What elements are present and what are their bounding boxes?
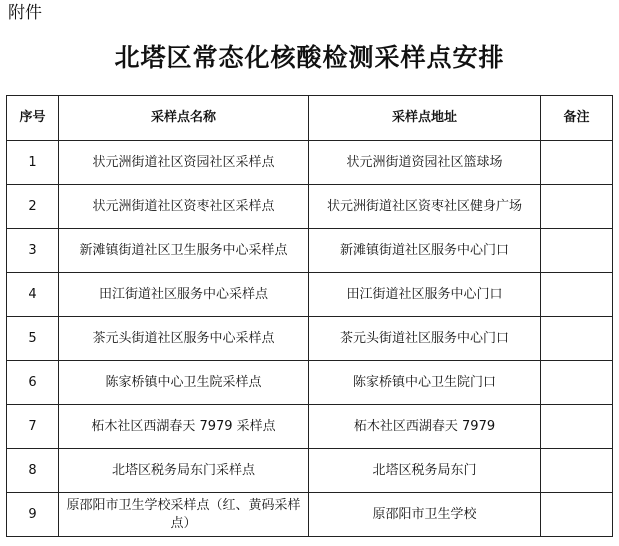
cell-serial-number: 3: [7, 229, 59, 273]
header-site-name: 采样点名称: [59, 96, 309, 141]
cell-site-name: 状元洲街道社区资园社区采样点: [59, 141, 309, 185]
cell-serial-number: 1: [7, 141, 59, 185]
cell-site-address: 茶元头街道社区服务中心门口: [309, 317, 541, 361]
cell-site-name: 茶元头街道社区服务中心采样点: [59, 317, 309, 361]
cell-site-name: 田江街道社区服务中心采样点: [59, 273, 309, 317]
cell-remarks: [541, 273, 613, 317]
table-header-row: [7, 96, 613, 141]
cell-site-address: 原邵阳市卫生学校: [309, 493, 541, 537]
cell-site-name: 陈家桥镇中心卫生院采样点: [59, 361, 309, 405]
cell-site-address: 北塔区税务局东门: [309, 449, 541, 493]
cell-serial-number: 4: [7, 273, 59, 317]
cell-serial-number: 5: [7, 317, 59, 361]
cell-site-name: 原邵阳市卫生学校采样点（红、黄码采样点）: [59, 493, 309, 537]
cell-site-name: 状元洲街道社区资枣社区采样点: [59, 185, 309, 229]
cell-remarks: [541, 361, 613, 405]
document-title: 北塔区常态化核酸检测采样点安排: [114, 43, 505, 72]
cell-serial-number: 6: [7, 361, 59, 405]
cell-site-name: 北塔区税务局东门采样点: [59, 449, 309, 493]
sampling-site-table: [6, 95, 613, 537]
table-row: [7, 141, 613, 185]
cell-remarks: [541, 317, 613, 361]
cell-remarks: [541, 229, 613, 273]
header-remarks: 备注: [541, 96, 613, 141]
cell-serial-number: 9: [7, 493, 59, 537]
cell-site-address: 状元洲街道社区资枣社区健身广场: [309, 185, 541, 229]
header-site-address: 采样点地址: [309, 96, 541, 141]
cell-serial-number: 7: [7, 405, 59, 449]
table-row: [7, 185, 613, 229]
cell-serial-number: 8: [7, 449, 59, 493]
cell-site-address: 状元洲街道资园社区篮球场: [309, 141, 541, 185]
cell-site-name: 柘木社区西湖春天 7979 采样点: [59, 405, 309, 449]
cell-remarks: [541, 405, 613, 449]
table-row: [7, 317, 613, 361]
table-row: [7, 273, 613, 317]
cell-remarks: [541, 449, 613, 493]
cell-site-name: 新滩镇街道社区卫生服务中心采样点: [59, 229, 309, 273]
table-row: [7, 405, 613, 449]
cell-site-address: 田江街道社区服务中心门口: [309, 273, 541, 317]
cell-site-address: 陈家桥镇中心卫生院门口: [309, 361, 541, 405]
table-row: [7, 449, 613, 493]
table-row: [7, 493, 613, 537]
table-row: [7, 229, 613, 273]
cell-remarks: [541, 185, 613, 229]
table-row: [7, 361, 613, 405]
cell-site-address: 新滩镇街道社区服务中心门口: [309, 229, 541, 273]
cell-serial-number: 2: [7, 185, 59, 229]
header-serial-number: 序号: [7, 96, 59, 141]
cell-remarks: [541, 141, 613, 185]
cell-remarks: [541, 493, 613, 537]
cell-site-address: 柘木社区西湖春天 7979: [309, 405, 541, 449]
attachment-label: 附件: [8, 3, 42, 23]
